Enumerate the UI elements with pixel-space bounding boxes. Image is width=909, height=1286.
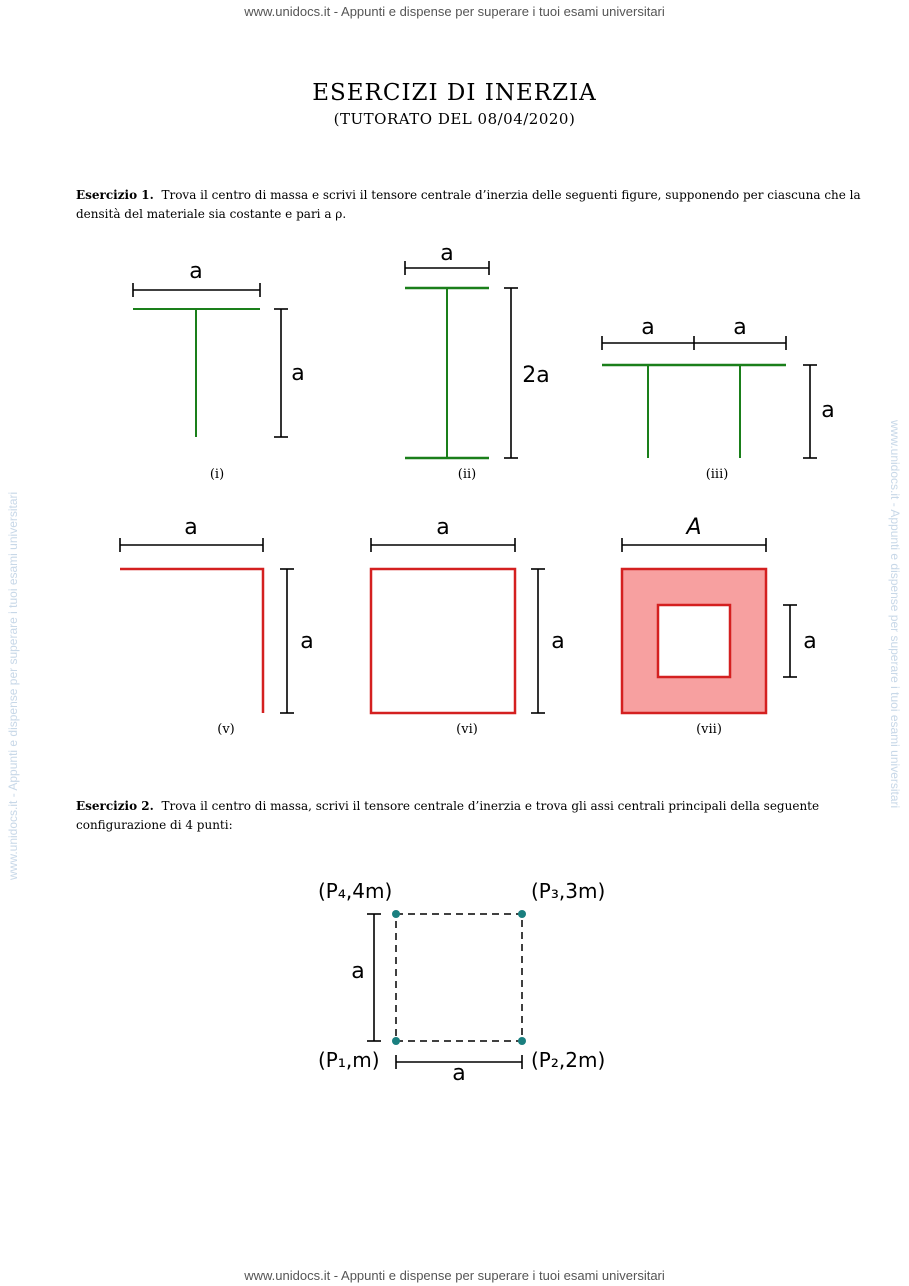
figure-vii-width-label: A [686,515,702,540]
figure-vi-caption: (vi) [456,722,478,737]
figure-i-width-label: a [189,259,203,284]
figure-iii-height-label: a [821,398,835,423]
points-width-label: a [452,1061,466,1086]
watermark-right: www.unidocs.it - Appunti e dispense per superare i tuoi esami universitari [888,420,902,809]
figure-v-height-label: a [300,629,314,654]
watermark-left: www.unidocs.it - Appunti e dispense per superare i tuoi esami universitari [6,491,20,880]
point-p3 [518,910,526,918]
figure-ii-width-label: a [440,241,454,266]
figure-vii-hole-label: a [803,629,817,654]
figure-vi-width-label: a [436,515,450,540]
point-p1 [392,1037,400,1045]
watermark-bottom: www.unidocs.it - Appunti e dispense per superare i tuoi esami universitari [244,1268,665,1283]
point-p1-label: (P₁,m) [318,1048,380,1072]
figure-ii-caption: (ii) [457,467,477,482]
figure-v-width-label: a [184,515,198,540]
figure-iii-caption: (iii) [705,467,729,482]
figure-v [120,515,314,737]
figure-iii-width-left-label: a [641,315,655,340]
point-p4 [392,910,400,918]
point-p3-label: (P₃,3m) [531,879,606,903]
figure-vi-height-label: a [551,629,565,654]
figure-ii [405,241,550,482]
figure-ii-height-label: 2a [522,363,550,388]
figure-v-caption: (v) [217,722,235,737]
figure-i-height-label: a [291,361,305,386]
page-title: ESERCIZI DI INERZIA [312,80,597,106]
figure-vi [371,515,565,737]
point-p2-label: (P₂,2m) [531,1048,606,1072]
watermark-top: www.unidocs.it - Appunti e dispense per superare i tuoi esami universitari [244,4,665,19]
exercise-1-label: Esercizio 1. [76,188,154,202]
points-height-label: a [351,959,365,984]
figure-vii [622,515,817,737]
figure-iii [602,315,835,482]
figure-i [133,259,305,482]
exercise-2-body: Trova il centro di massa, scrivi il tensore centrale d’inerzia e trova gli assi centrali principali della seguente configurazione di 4 punti: [76,799,820,832]
figure-iii-width-right-label: a [733,315,747,340]
figure-vii-caption: (vii) [696,722,722,737]
figure-i-caption: (i) [209,467,225,482]
page-subtitle: (TUTORATO DEL 08/04/2020) [333,110,576,128]
exercise-1-body: Trova il centro di massa e scrivi il tensore centrale d’inerzia delle seguenti figure, supponendo per ciascuna che la densità del materiale sia costante e pari a ρ. [76,188,861,221]
points-figure [318,879,605,1086]
point-p2 [518,1037,526,1045]
exercise-2-label: Esercizio 2. [76,799,154,813]
point-p4-label: (P₄,4m) [318,879,393,903]
